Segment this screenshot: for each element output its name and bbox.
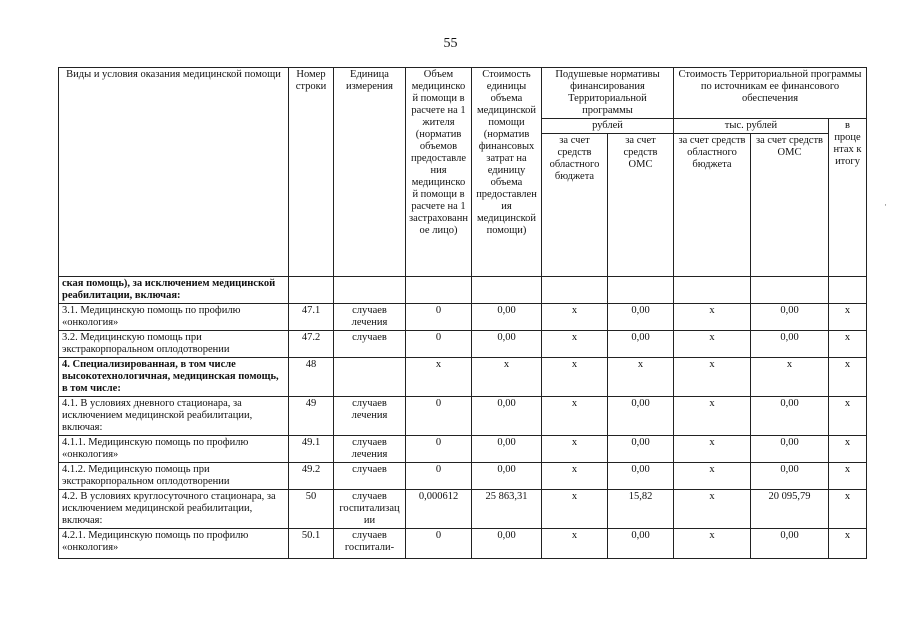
header-cost: Стоимость единицы объема медицинской помощи (норматив финансовых затрат на единицу объема предоставления медицинской помощи) — [472, 68, 542, 277]
row-number: 49 — [289, 397, 334, 436]
header-ct-oms: за счет средств ОМС — [751, 134, 829, 277]
row-percent: x — [829, 436, 867, 463]
row-ct-oms: 0,00 — [751, 304, 829, 331]
row-name: 4.1.1. Медицинскую помощь по профилю «онкология» — [59, 436, 289, 463]
row-percent: x — [829, 358, 867, 397]
table-row — [59, 490, 867, 529]
header-unit-rubles: рублей — [542, 119, 674, 134]
row-number: 47.2 — [289, 331, 334, 358]
row-percent — [829, 277, 867, 304]
row-pc-budget: x — [542, 331, 608, 358]
row-number: 50 — [289, 490, 334, 529]
row-unit: случаев лечения — [334, 304, 406, 331]
table-row — [59, 463, 867, 490]
header-percent: в процентах к итогу — [829, 119, 867, 277]
row-ct-oms: x — [751, 358, 829, 397]
medical-care-cost-table — [58, 67, 867, 559]
row-ct-oms: 0,00 — [751, 529, 829, 559]
table-row — [59, 436, 867, 463]
row-percent: x — [829, 529, 867, 559]
row-pc-budget: x — [542, 304, 608, 331]
header-per-capita: Подушевые нормативы финансирования Территориальной программы — [542, 68, 674, 119]
row-volume: 0 — [406, 304, 472, 331]
row-percent: x — [829, 490, 867, 529]
table-body — [59, 277, 867, 559]
row-number: 50.1 — [289, 529, 334, 559]
row-name: 3.2. Медицинскую помощь при экстракорпоральном оплодотворении — [59, 331, 289, 358]
row-pc-budget: x — [542, 436, 608, 463]
row-name: 4.2.1. Медицинскую помощь по профилю «онкология» — [59, 529, 289, 559]
header-cost-total: Стоимость Территориальной программы по источникам ее финансового обеспечения — [674, 68, 867, 119]
row-pc-budget: x — [542, 463, 608, 490]
row-percent: x — [829, 463, 867, 490]
row-ct-budget: x — [674, 463, 751, 490]
row-number: 48 — [289, 358, 334, 397]
row-cost: 25 863,31 — [472, 490, 542, 529]
row-unit: случаев лечения — [334, 397, 406, 436]
row-ct-budget: x — [674, 436, 751, 463]
row-pc-oms: 0,00 — [608, 331, 674, 358]
row-unit: случаев лечения — [334, 436, 406, 463]
row-ct-budget — [674, 277, 751, 304]
row-number — [289, 277, 334, 304]
row-unit — [334, 358, 406, 397]
row-name: 4.1.2. Медицинскую помощь при экстракорпоральном оплодотворении — [59, 463, 289, 490]
row-ct-oms: 0,00 — [751, 436, 829, 463]
row-pc-oms: 0,00 — [608, 304, 674, 331]
row-volume — [406, 277, 472, 304]
row-ct-oms — [751, 277, 829, 304]
header-unit: Единица измерения — [334, 68, 406, 277]
row-percent: x — [829, 397, 867, 436]
table-row — [59, 529, 867, 559]
row-ct-oms: 0,00 — [751, 463, 829, 490]
row-volume: 0 — [406, 397, 472, 436]
row-pc-oms: 0,00 — [608, 436, 674, 463]
row-pc-budget: x — [542, 358, 608, 397]
row-volume: 0 — [406, 529, 472, 559]
row-cost: 0,00 — [472, 463, 542, 490]
scan-mark: · — [884, 200, 887, 210]
header-types: Виды и условия оказания медицинской помощи — [59, 68, 289, 277]
row-pc-budget: x — [542, 490, 608, 529]
row-cost: x — [472, 358, 542, 397]
header-volume: Объем медицинской помощи в расчете на 1 жителя (норматив объемов предоставления медицинской помощи в расчете на 1 застрахованное лицо) — [406, 68, 472, 277]
row-number: 49.1 — [289, 436, 334, 463]
header-pc-oms: за счет средств ОМС — [608, 134, 674, 277]
table-row — [59, 304, 867, 331]
row-pc-budget — [542, 277, 608, 304]
row-percent: x — [829, 304, 867, 331]
row-cost: 0,00 — [472, 436, 542, 463]
row-ct-budget: x — [674, 331, 751, 358]
row-pc-oms: 0,00 — [608, 463, 674, 490]
row-cost: 0,00 — [472, 304, 542, 331]
row-ct-oms: 20 095,79 — [751, 490, 829, 529]
row-ct-budget: x — [674, 397, 751, 436]
table-row — [59, 358, 867, 397]
row-ct-budget: x — [674, 358, 751, 397]
header-ct-budget: за счет средств областного бюджета — [674, 134, 751, 277]
row-cost: 0,00 — [472, 397, 542, 436]
row-pc-oms: 0,00 — [608, 529, 674, 559]
row-volume: x — [406, 358, 472, 397]
row-name: 4.1. В условиях дневного стационара, за исключением медицинской реабилитации, включая: — [59, 397, 289, 436]
row-number: 49.2 — [289, 463, 334, 490]
row-number: 47.1 — [289, 304, 334, 331]
row-unit: случаев госпитали- — [334, 529, 406, 559]
table-row — [59, 397, 867, 436]
row-name: 3.1. Медицинскую помощь по профилю «онкология» — [59, 304, 289, 331]
header-row-number: Номер строки — [289, 68, 334, 277]
row-name: 4. Специализированная, в том числе высокотехнологичная, медицинская помощь, в том числе: — [59, 358, 289, 397]
row-ct-budget: x — [674, 304, 751, 331]
row-unit: случаев госпитализации — [334, 490, 406, 529]
row-pc-oms: 15,82 — [608, 490, 674, 529]
row-cost: 0,00 — [472, 529, 542, 559]
row-cost — [472, 277, 542, 304]
table-row — [59, 277, 867, 304]
header-pc-budget: за счет средств областного бюджета — [542, 134, 608, 277]
row-name: ская помощь), за исключением медицинской реабилитации, включая: — [59, 277, 289, 304]
row-cost: 0,00 — [472, 331, 542, 358]
row-unit: случаев — [334, 463, 406, 490]
table-row — [59, 331, 867, 358]
row-percent: x — [829, 331, 867, 358]
row-pc-budget: x — [542, 397, 608, 436]
row-pc-budget: x — [542, 529, 608, 559]
row-volume: 0,000612 — [406, 490, 472, 529]
row-ct-oms: 0,00 — [751, 331, 829, 358]
row-volume: 0 — [406, 463, 472, 490]
table-header — [59, 68, 867, 277]
page-number: 55 — [443, 36, 458, 51]
header-unit-thousand-rubles: тыс. рублей — [674, 119, 829, 134]
row-ct-oms: 0,00 — [751, 397, 829, 436]
row-ct-budget: x — [674, 529, 751, 559]
row-unit — [334, 277, 406, 304]
row-pc-oms: 0,00 — [608, 397, 674, 436]
row-unit: случаев — [334, 331, 406, 358]
row-pc-oms: x — [608, 358, 674, 397]
row-pc-oms — [608, 277, 674, 304]
row-name: 4.2. В условиях круглосуточного стационара, за исключением медицинской реабилитации, включая: — [59, 490, 289, 529]
row-volume: 0 — [406, 331, 472, 358]
row-ct-budget: x — [674, 490, 751, 529]
row-volume: 0 — [406, 436, 472, 463]
